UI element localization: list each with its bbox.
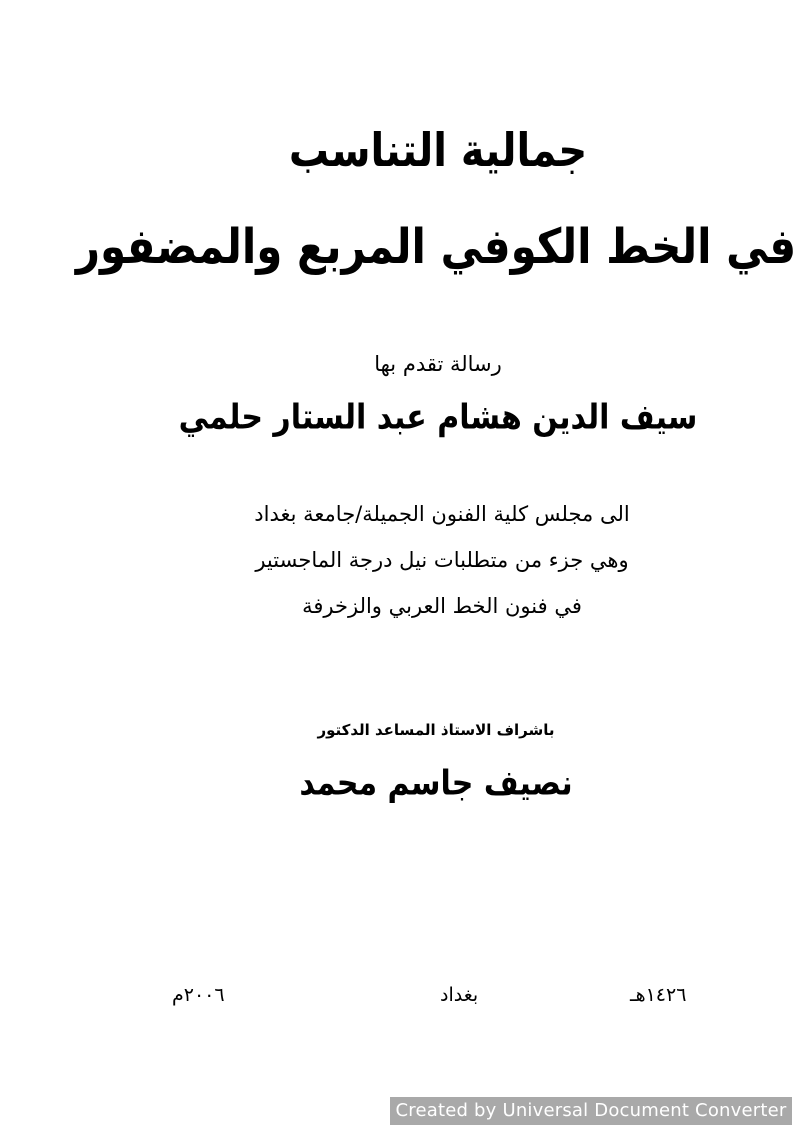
author-name: سيف الدين هشام عبد الستار حلمي xyxy=(178,397,698,438)
converter-watermark: Created by Universal Document Converter xyxy=(390,1097,792,1125)
hijri-year: ١٤٢٦هـ xyxy=(630,984,687,1006)
gregorian-year: ٢٠٠٦م xyxy=(172,984,225,1006)
place-name: بغداد xyxy=(440,984,479,1006)
submission-line-1: الى مجلس كلية الفنون الجميلة/جامعة بغداد xyxy=(254,502,630,526)
thesis-by-label: رسالة تقدم بها xyxy=(374,352,502,376)
submission-line-3: في فنون الخط العربي والزخرفة xyxy=(302,594,582,618)
supervisor-name: نصيف جاسم محمد xyxy=(299,763,573,804)
title-line-2: في الخط الكوفي المربع والمضفور xyxy=(75,218,797,275)
submission-line-2: وهي جزء من متطلبات نيل درجة الماجستير xyxy=(255,548,629,572)
supervision-label: باشراف الاستاذ المساعد الدكتور xyxy=(317,721,555,739)
title-line-1: جمالية التناسب xyxy=(288,124,588,178)
